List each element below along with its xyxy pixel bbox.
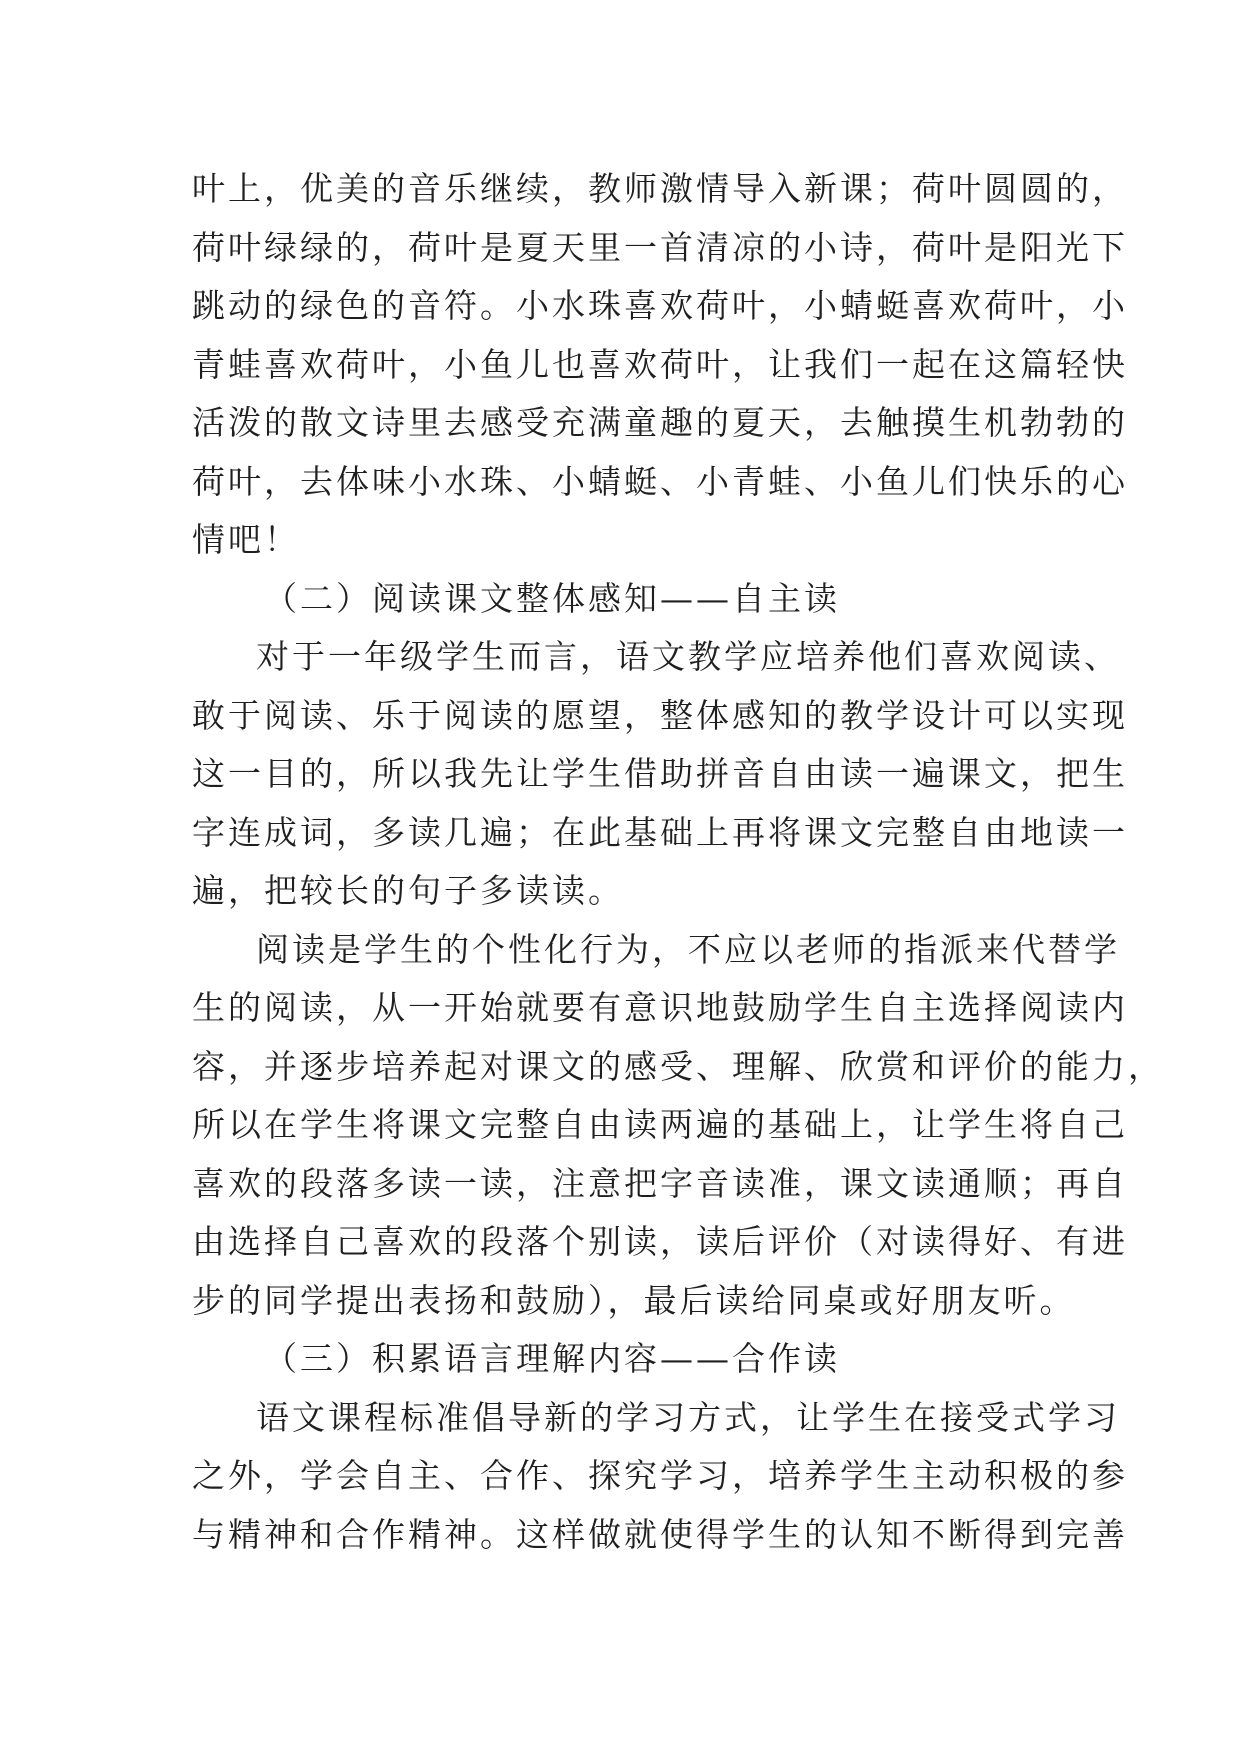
text-line: 活泼的散文诗里去感受充满童趣的夏天，去触摸生机勃勃的 [192,403,1128,442]
paragraph-first-grade-reading [192,628,1128,921]
text-line: 遍，把较长的句子多读读。 [192,871,624,910]
paragraph-learning-methods [192,1389,1128,1565]
text-line: 生的阅读，从一开始就要有意识地鼓励学生自主选择阅读内 [192,988,1128,1027]
section-heading-3 [192,1330,1062,1389]
text-line: 青蛙喜欢荷叶，小鱼儿也喜欢荷叶，让我们一起在这篇轻快 [192,344,1128,384]
text-line: 步的同学提出表扬和鼓励），最后读给同桌或好朋友听。 [192,1280,1076,1320]
paragraph-personalized-reading [192,921,1164,1331]
text-line: 阅读是学生的个性化行为，不应以老师的指派来代替学 [256,929,1120,969]
text-line: 荷叶，去体味小水珠、小蜻蜓、小青蛙、小鱼儿们快乐的心 [192,461,1128,501]
heading-line: （二）阅读课文整体感知——自主读 [264,578,840,618]
text-line: 字连成词，多读几遍；在此基础上再将课文完整自由地读一 [192,812,1128,852]
text-line: 叶上，优美的音乐继续，教师激情导入新课；荷叶圆圆的， [192,169,1128,208]
text-line: 情吧！ [192,520,300,559]
paragraph-intro-continuation [192,160,1128,570]
text-line: 敢于阅读、乐于阅读的愿望，整体感知的教学设计可以实现 [192,695,1128,735]
text-line: 与精神和合作精神。这样做就使得学生的认知不断得到完善 [192,1514,1128,1554]
text-line: 这一目的，所以我先让学生借助拼音自由读一遍课文，把生 [192,754,1128,793]
document-body [192,160,1164,1564]
text-line: 喜欢的段落多读一读，注意把字音读准，课文读通顺；再自 [192,1163,1128,1203]
text-line: 跳动的绿色的音符。小水珠喜欢荷叶，小蜻蜓喜欢荷叶，小 [192,286,1128,325]
heading-line: （三）积累语言理解内容——合作读 [264,1339,840,1378]
text-line: 由选择自己喜欢的段落个别读，读后评价（对读得好、有进 [192,1222,1128,1261]
section-heading-2 [192,570,1062,629]
text-line: 之外，学会自主、合作、探究学习，培养学生主动积极的参 [192,1456,1128,1495]
text-line: 荷叶绿绿的，荷叶是夏天里一首清凉的小诗，荷叶是阳光下 [192,227,1128,267]
text-line: 对于一年级学生而言，语文教学应培养他们喜欢阅读、 [256,637,1120,676]
text-line: 容，并逐步培养起对课文的感受、理解、欣赏和评价的能力， [192,1046,1164,1086]
text-line: 所以在学生将课文完整自由读两遍的基础上，让学生将自己 [192,1105,1128,1144]
text-line: 语文课程标准倡导新的学习方式，让学生在接受式学习 [256,1397,1120,1437]
